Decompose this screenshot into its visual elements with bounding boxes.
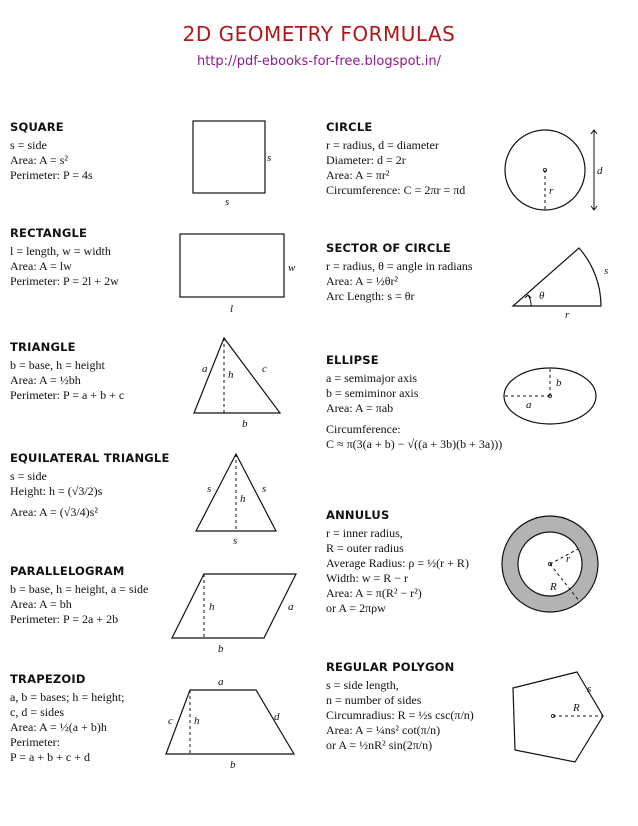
square-heading: SQUARE (10, 120, 64, 134)
formula-line: Area: A = bh (10, 597, 72, 611)
formula-line: s = side length, (326, 678, 399, 692)
ellipse-section (326, 353, 502, 452)
circle-section (326, 120, 465, 198)
side-c-label: c (168, 715, 173, 727)
formula-line: C ≈ π(3(a + b) − √((a + 3b)(b + 3a))) (326, 437, 503, 451)
width-label: w (288, 262, 296, 274)
formula-line: Area: A = s² (10, 153, 69, 167)
side-label: s (267, 152, 272, 164)
formula-line: c, d = sides (10, 705, 65, 719)
trapezoid-section (10, 672, 125, 765)
equilateral-triangle-diagram (190, 448, 290, 548)
formula-line: a = semimajor axis (326, 371, 418, 385)
formula-line: s = side (10, 469, 47, 483)
formula-line: Circumference: (326, 422, 401, 436)
annulus-heading: ANNULUS (326, 508, 390, 522)
formula-line: Area: A = ½(a + b)h (10, 720, 107, 734)
top-base-label: a (218, 676, 224, 688)
sector-diagram (505, 238, 615, 320)
triangle-section (10, 340, 124, 403)
triangle-diagram (190, 330, 290, 430)
annulus-section (326, 508, 469, 616)
parallelogram-diagram (168, 568, 308, 658)
rectangle-heading: RECTANGLE (10, 226, 88, 240)
formula-line: or A = 2πρw (326, 601, 386, 615)
formula-line: Area: A = π(R² − r²) (326, 586, 422, 600)
side-c-label: c (262, 363, 267, 375)
ellipse-heading: ELLIPSE (326, 353, 379, 367)
square-diagram (185, 115, 285, 210)
parallelogram-shape (172, 574, 296, 638)
equilateral-heading: EQUILATERAL TRIANGLE (10, 451, 170, 465)
inner-radius-line (550, 549, 578, 564)
ellipse-diagram (500, 360, 610, 432)
angle-label: θ (539, 290, 545, 302)
base-label: s (233, 535, 238, 547)
formula-line: Perimeter: P = 4s (10, 168, 93, 182)
semimajor-label: a (526, 399, 532, 411)
formula-line: Perimeter: (10, 735, 60, 749)
base-label: b (218, 643, 224, 655)
circumradius-label: R (573, 702, 580, 714)
formula-line: r = inner radius, (326, 526, 403, 540)
height-label: h (194, 715, 200, 727)
formula-line: Circumradius: R = ½s csc(π/n) (326, 708, 474, 722)
formula-line: Perimeter: P = 2l + 2w (10, 274, 119, 288)
formula-line: n = number of sides (326, 693, 422, 707)
diameter-label: d (597, 165, 603, 177)
formula-line: Perimeter: P = 2a + 2b (10, 612, 119, 626)
formula-line: R = outer radius (326, 541, 404, 555)
formula-line: b = semiminor axis (326, 386, 419, 400)
regular-polygon-section (326, 660, 474, 753)
side-label: a (288, 601, 294, 613)
triangle-heading: TRIANGLE (10, 340, 76, 354)
circle-heading: CIRCLE (326, 120, 373, 134)
rectangle-shape (180, 234, 284, 297)
circle-diagram (500, 124, 610, 216)
square-section (10, 120, 93, 183)
formula-line: Average Radius: ρ = ½(r + R) (326, 556, 469, 570)
side-d-label: d (274, 711, 280, 723)
inner-radius-label: r (566, 553, 571, 565)
formula-line: P = a + b + c + d (10, 750, 90, 764)
formula-line: Area: A = πr² (326, 168, 390, 182)
trapezoid-diagram (160, 672, 310, 772)
sector-section (326, 241, 473, 304)
formula-line: r = radius, d = diameter (326, 138, 439, 152)
formula-line: Area: A = ½θr² (326, 274, 399, 288)
side-label: s (225, 196, 230, 208)
arc-label: s (604, 265, 609, 277)
formula-line: r = radius, θ = angle in radians (326, 259, 473, 273)
formula-line: Diameter: d = 2r (326, 153, 406, 167)
formula-line: a, b = bases; h = height; (10, 690, 125, 704)
height-label: h (240, 493, 246, 505)
height-label: h (228, 369, 234, 381)
formula-line: b = base, h = height (10, 358, 105, 372)
formula-line: Area: A = ½bh (10, 373, 81, 387)
bottom-base-label: b (230, 759, 236, 771)
formula-line: Circumference: C = 2πr = πd (326, 183, 466, 197)
side-label: s (207, 483, 212, 495)
semiminor-label: b (556, 377, 562, 389)
formula-line: Area: A = πab (326, 401, 394, 415)
formula-line: Area: A = (√3/4)s² (10, 505, 98, 519)
formula-line: Area: A = ¼ns² cot(π/n) (326, 723, 441, 737)
formula-line: Width: w = R − r (326, 571, 409, 585)
page-title: 2D GEOMETRY FORMULAS (182, 22, 456, 46)
formula-line: Area: A = lw (10, 259, 72, 273)
radius-label: r (549, 185, 554, 197)
sector-heading: SECTOR OF CIRCLE (326, 241, 452, 255)
formula-line: Perimeter: P = a + b + c (10, 388, 125, 402)
square-shape (193, 121, 265, 193)
annulus-diagram (500, 512, 610, 618)
regular-polygon-heading: REGULAR POLYGON (326, 660, 455, 674)
parallelogram-heading: PARALLELOGRAM (10, 564, 125, 578)
radius-label: r (565, 309, 570, 321)
side-label: s (262, 483, 267, 495)
triangle-shape (194, 338, 280, 413)
annulus-ring (502, 516, 598, 612)
rectangle-diagram (170, 228, 305, 318)
trapezoid-heading: TRAPEZOID (10, 672, 86, 686)
side-a-label: a (202, 363, 208, 375)
formula-line: b = base, h = height, a = side (10, 582, 149, 596)
outer-radius-label: R (550, 581, 557, 593)
formula-line: l = length, w = width (10, 244, 111, 258)
formula-line: Height: h = (√3/2)s (10, 484, 103, 498)
side-label: s (587, 683, 592, 695)
length-label: l (230, 303, 234, 315)
parallelogram-section (10, 564, 148, 627)
base-label: b (242, 418, 248, 430)
rectangle-section (10, 226, 119, 289)
source-link[interactable]: http://pdf-ebooks-for-free.blogspot.in/ (196, 54, 442, 69)
formula-line: or A = ½nR² sin(2π/n) (326, 738, 433, 752)
height-label: h (209, 601, 215, 613)
equilateral-triangle-section (10, 451, 170, 520)
regular-polygon-diagram (505, 664, 615, 770)
formula-line: s = side (10, 138, 47, 152)
formula-line: Arc Length: s = θr (326, 289, 415, 303)
